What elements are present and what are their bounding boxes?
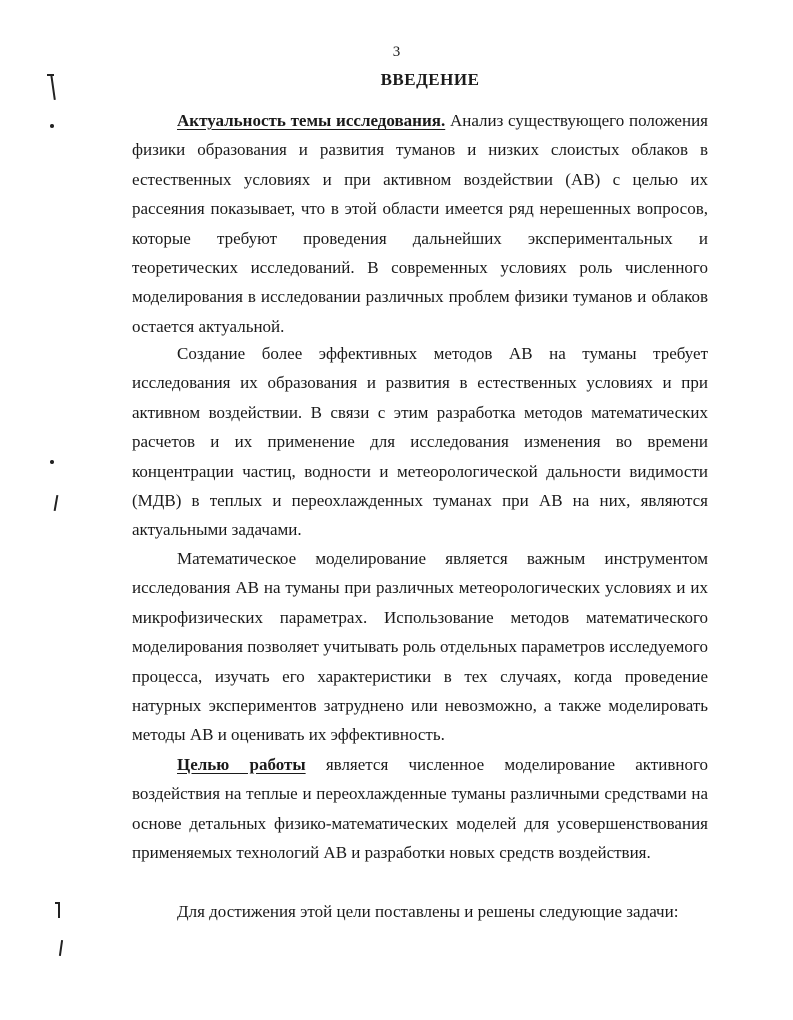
section-heading: ВВЕДЕНИЕ [380,70,480,89]
paragraph-modeling [132,544,708,750]
scan-artifact-mark [58,902,60,918]
scan-artifact-dot [50,124,54,128]
relevance-text: Анализ существующего положения физики образования и развития туманов и низких слоистых облаков в естественных условиях и при активном воздействии (АВ) с целью их рассеяния показывает, что в этой области имеется ряд нерешенных вопросов, которые требуют проведения дальнейших экспериментальных и теоретических исследований. В современных условиях роль численного моделирования в исследовании различных проблем физики туманов и облаков остается актуальной. [132,111,708,336]
modeling-text: Математическое моделирование является важным инструментом исследования АВ на туманы при различных метеорологических условиях и их микрофизических параметрах. Использование методов математического моделирования позволяет учитывать роль отдельных параметров исследуемого процесса, изучать его характеристики в тех случаях, когда проведение натурных экспериментов затруднено или невозможно, а также моделировать методы АВ и оценивать их эффективность. [132,549,708,745]
scan-artifact-mark [59,940,63,956]
paragraph-relevance [132,106,708,341]
paragraph-tasks [132,897,708,926]
relevance-lead: Актуальность темы исследования. [177,111,446,130]
scan-artifact-mark [54,495,59,511]
scan-artifact-mark [47,74,54,76]
paragraph-goal [132,750,708,868]
goal-lead: Целью работы [177,755,306,774]
paragraph-methods [132,339,708,545]
scan-artifact-mark [55,902,60,904]
tasks-text: Для достижения этой цели поставлены и решены следующие задачи: [177,902,679,921]
methods-text: Создание более эффективных методов АВ на туманы требует исследования их образования и развития в естественных условиях и при активном воздействии. В связи с этим разработка методов математических расчетов и их применение для исследования изменения во времени концентрации частиц, водности и метеорологической дальности видимости (МДВ) в теплых и переохлажденных туманах при АВ на них, являются актуальными задачами. [132,344,708,540]
scan-artifact-dot [50,460,54,464]
goal-text: является численное моделирование активного воздействия на теплые и переохлажденные туманы различными средствами на основе детальных физико-математических моделей для усовершенствования применяемых технологий АВ и разработки новых средств воздействия. [132,755,708,863]
page-number: 3 [392,44,401,60]
